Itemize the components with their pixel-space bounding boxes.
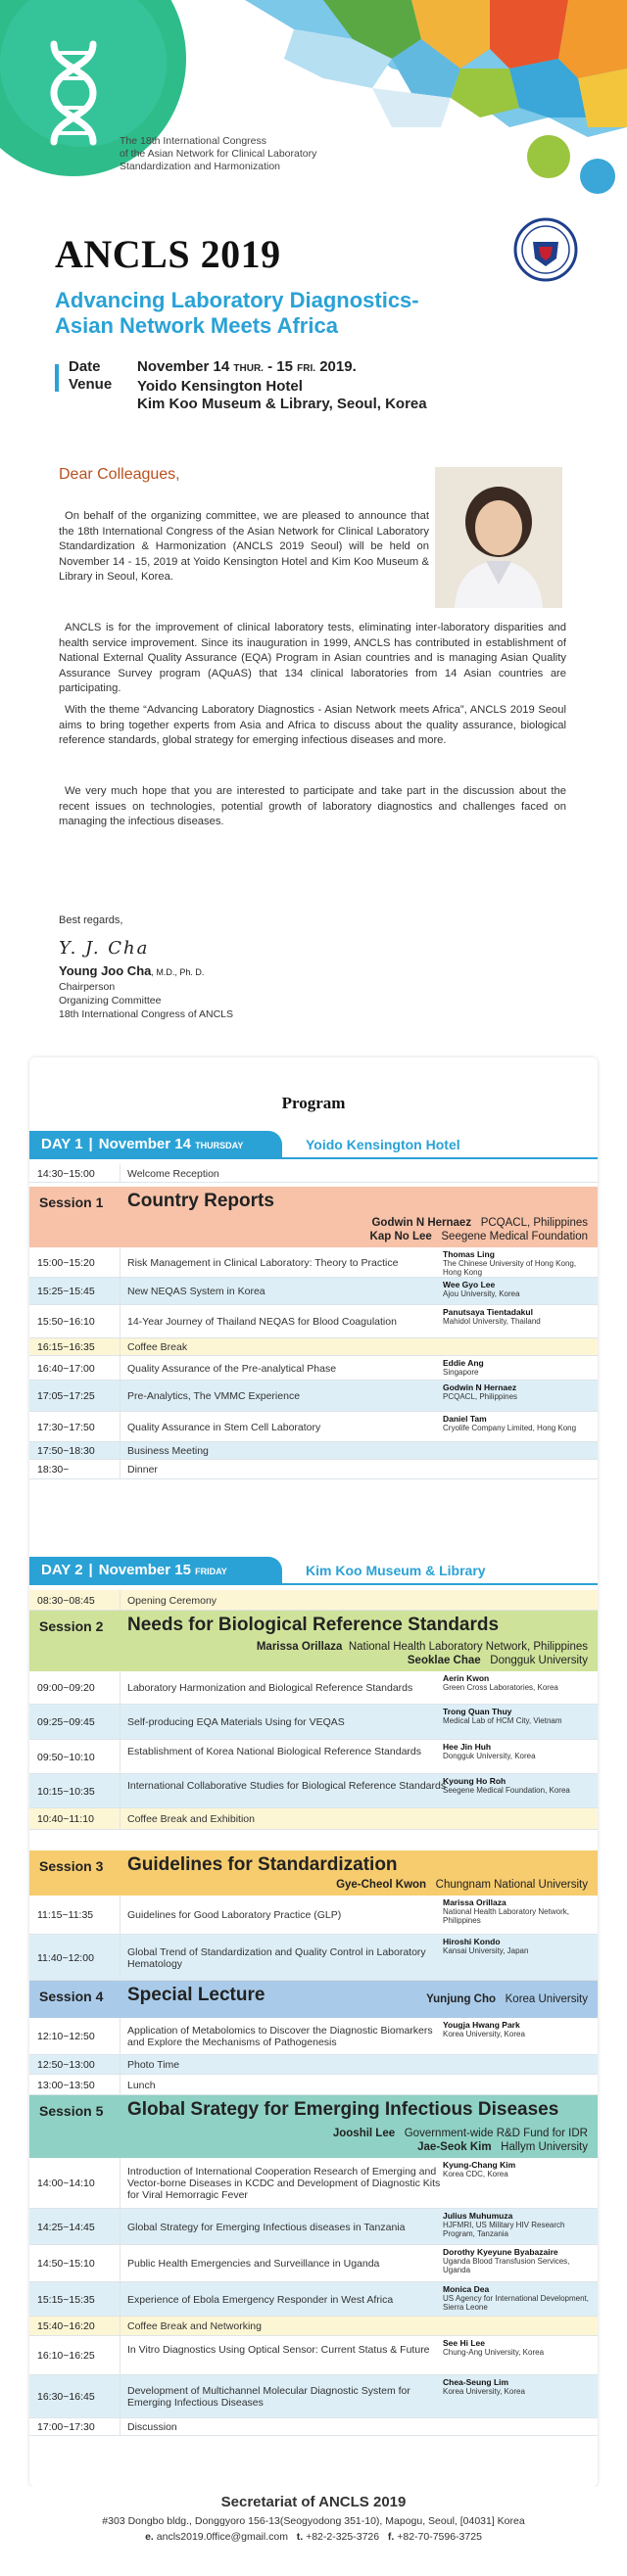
row-divider [120,2209,121,2244]
row-speaker [443,1898,596,1925]
speaker-name: Godwin N Hernaez [443,1382,517,1392]
row-time: 14:50~15:10 [37,2258,95,2270]
row-title: Global Strategy for Emerging Infectious diseases in Tanzania [127,2221,406,2233]
row-divider [120,2375,121,2417]
session2-title: Needs for Biological Reference Standards [127,1615,500,1635]
session3-chairs [336,1878,588,1892]
speaker-affiliation: Green Cross Laboratories, Korea [443,1683,558,1692]
fax-label: f. [387,2531,395,2543]
speaker-affiliation: Korea University, Korea [443,2030,525,2038]
row-divider [120,1164,121,1182]
row-divider [120,2418,121,2435]
signer-title-1: Chairperson [59,981,116,993]
session1-chair2 [370,1230,588,1243]
session3-title: Guidelines for Standardization [127,1854,398,1875]
subtitle-line-2: Asian Network Meets Africa [55,313,338,338]
row-time: 15:15~15:35 [37,2293,95,2306]
table-row [29,2158,598,2209]
speaker-affiliation: Cryolife Company Limited, Hong Kong [443,1424,577,1432]
speaker-affiliation: Medical Lab of HCM City, Vietnam [443,1716,562,1725]
row-time: 10:15~10:35 [37,1785,95,1798]
row-divider [120,1442,121,1459]
row-title: Experience of Ebola Emergency Responder in West Africa [127,2293,394,2306]
tel-label: t. [296,2531,304,2543]
row-title: Welcome Reception [127,1167,219,1180]
day2-weekday: FRIDAY [195,1567,227,1576]
speaker-affiliation: HJFMRI, US Military HIV Research Program, Tanzania [443,2221,565,2238]
session2-banner [29,1611,598,1671]
session1-chairs [370,1216,588,1243]
session2-chair1 [257,1640,588,1654]
venue-line-2: Kim Koo Museum & Library, Seoul, Korea [137,396,427,412]
header-banner [0,0,627,196]
row-divider [120,2245,121,2281]
row-title: Quality Assurance of the Pre-analytical Phase [127,1362,337,1375]
session1-chair2-org: Seegene Medical Foundation [441,1231,588,1242]
row-time: 11:15~11:35 [37,1909,94,1921]
letter-paragraph-4: We very much hope that you are interested to participate and take part in the discussion about the recent issues on technologies, potential growth of laboratory diagnostics and challenges faced on managing the infectious diseases. [59,785,566,827]
table-row [29,2418,598,2436]
table-row [29,1247,598,1278]
day1-weekday: THURSDAY [195,1141,244,1150]
row-time: 16:30~16:45 [37,2391,95,2403]
row-title: Development of Multichannel Molecular Diagnostic System for Emerging Infectious Diseases [127,2385,410,2409]
day1-label: DAY 1 [41,1136,83,1152]
row-divider [120,1460,121,1478]
speaker-name: See Hi Lee [443,2338,485,2348]
row-speaker [443,2285,596,2312]
day2-underline [29,1583,598,1585]
row-speaker [443,1415,596,1432]
speaker-affiliation: The Chinese University of Hong Kong, Hong Kong [443,1259,577,1277]
row-title: Guidelines for Good Laboratory Practice (GLP) [127,1909,342,1921]
session4-title: Special Lecture [127,1985,265,2005]
row-speaker [443,2248,596,2274]
row-title: Dinner [127,1464,158,1475]
letter-regards: Best regards, [59,914,123,926]
row-time: 16:15~16:35 [37,1341,95,1353]
table-row [29,2075,598,2095]
row-speaker [443,1308,596,1326]
speaker-affiliation: PCQACL, Philippines [443,1392,518,1401]
signer-titles [59,980,233,1021]
row-title: Global Trend of Standardization and Quality Control in Laboratory Hematology [127,1945,426,1970]
row-divider [120,1305,121,1337]
row-speaker [443,1743,596,1760]
row-divider [120,2336,121,2374]
row-title: Self-producing EQA Materials Using for VEQAS [127,1716,345,1728]
session4-chair1-name: Yunjung Cho [426,1993,497,2005]
row-title: Business Meeting [127,1445,209,1457]
row-speaker [443,2161,596,2178]
session3-label: Session 3 [39,1858,104,1874]
row-speaker [443,1938,596,1955]
row-title: Quality Assurance in Stem Cell Laboratory [127,1421,321,1433]
footer-fax: +82-70-7596-3725 [397,2531,482,2543]
row-speaker [443,1250,596,1277]
table-row [29,2018,598,2055]
session1-label: Session 1 [39,1194,104,1210]
row-title: New NEQAS System in Korea [127,1286,265,1297]
row-divider [120,1740,121,1773]
row-title: Risk Management in Clinical Laboratory: Theory to Practice [127,1256,399,1269]
session5-chair2-org: Hallym University [501,2141,588,2153]
congress-line-3: Standardization and Harmonization [120,161,281,172]
session1-title: Country Reports [127,1191,274,1211]
day2-venue: Kim Koo Museum & Library [306,1563,486,1578]
row-title: Public Health Emergencies and Surveillance in Uganda [127,2258,380,2270]
session5-chairs [333,2127,588,2154]
speaker-name: Panutsaya Tientadakul [443,1307,533,1317]
speaker-affiliation: Dongguk University, Korea [443,1752,536,1760]
table-row [29,1460,598,1479]
letter-paragraph-2: ANCLS is for the improvement of clinical laboratory tests, eliminating inter-laboratory disparities and health service improvement. Since its inauguration in 1999, ANCLS has contributed in establishment of National External Quality Assurance (EQA) Program in Asian countries and is managing Asian Quality Assurance Survey program (AQuAS) that 134 clinical laboratories from 14 Asian countries are participating. [59,622,566,694]
table-row [29,1164,598,1183]
row-title: Coffee Break [127,1341,188,1353]
event-date [137,358,427,378]
session2-chair2 [257,1654,588,1667]
row-title: Coffee Break and Exhibition [127,1813,255,1825]
signer-degree: , M.D., Ph. D. [151,967,205,977]
speaker-name: Yougja Hwang Park [443,2020,520,2030]
speaker-name: Monica Dea [443,2284,490,2294]
row-title: Laboratory Harmonization and Biological Reference Standards [127,1682,413,1694]
row-time: 15:40~16:20 [37,2320,95,2332]
day1-venue: Yoido Kensington Hotel [306,1137,460,1152]
row-time: 17:00~17:30 [37,2421,95,2433]
date-end-day: FRI. [297,363,316,374]
session5-banner [29,2095,598,2158]
date-sep: - 15 [263,358,293,375]
row-divider [120,2317,121,2335]
speaker-name: Wee Gyo Lee [443,1280,496,1289]
session3-chair1-org: Chungnam National University [435,1879,588,1891]
table-row [29,2317,598,2336]
session1-chair2-name: Kap No Lee [369,1231,432,1242]
table-row [29,1356,598,1381]
table-row [29,1381,598,1412]
dna-logo-icon [39,39,108,147]
speaker-name: Eddie Ang [443,1358,484,1368]
session5-label: Session 5 [39,2103,104,2119]
row-title: Introduction of International Cooperation Research of Emerging and Vector-borne Diseases in KCDC and Development of Diagnostic Kits for Viral Hemorragic Fever [127,2166,441,2201]
venue-line-1: Yoido Kensington Hotel [137,378,303,395]
day1-tab: DAY 1 | November 14 THURSDAY [29,1131,282,1158]
session5-title: Global Srategy for Emerging Infectious Diseases [127,2099,559,2120]
row-time: 18:30~ [37,1464,70,1475]
session4-label: Session 4 [39,1989,104,2004]
signer-name-line [59,963,204,978]
letter-greeting: Dear Colleagues, [59,466,180,483]
venue-label: Venue [69,376,113,393]
row-time: 13:00~13:50 [37,2079,95,2091]
speaker-affiliation: Uganda Blood Transfusion Services, Uganda [443,2257,570,2274]
row-time: 15:50~16:10 [37,1316,95,1328]
signer-title-3: 18th International Congress of ANCLS [59,1008,234,1020]
row-divider [120,1705,121,1739]
table-row [29,1305,598,1338]
row-time: 14:25~14:45 [37,2221,95,2233]
session3-chair1 [336,1878,588,1892]
row-title: Coffee Break and Networking [127,2320,262,2332]
speaker-affiliation: US Agency for International Development, Sierra Leone [443,2294,589,2312]
session2-chair1-name: Marissa Orillaza [256,1641,343,1653]
row-title: Opening Ceremony [127,1594,217,1607]
session2-label: Session 2 [39,1618,104,1634]
row-time: 09:25~09:45 [37,1716,95,1728]
session1-chair1-org: PCQACL, Philippines [480,1217,588,1229]
speaker-affiliation: Korea University, Korea [443,2387,525,2396]
row-title: Lunch [127,2079,156,2091]
row-title: Application of Metabolomics to Discover the Diagnostic Biomarkers and Explore the Mechanisms of Pathogenesis [127,2025,433,2048]
table-row [29,2209,598,2245]
row-divider [120,1671,121,1704]
session3-chair1-name: Gye-Cheol Kwon [336,1879,427,1891]
speaker-affiliation: Chung-Ang University, Korea [443,2348,545,2357]
congress-line-1: The 18th International Congress [120,135,267,147]
session4-chair1-org: Korea University [505,1993,588,2005]
page-title: ANCLS 2019 [55,232,281,276]
day2-label: DAY 2 [41,1562,83,1578]
session2-chairs [257,1640,588,1667]
row-time: 12:50~13:00 [37,2059,95,2071]
row-time: 15:25~15:45 [37,1286,95,1297]
ancls-seal-icon [513,217,578,282]
speaker-name: Hiroshi Kondo [443,1937,501,1946]
day2-tab: DAY 2 | November 15 FRIDAY [29,1557,282,1584]
row-time: 16:10~16:25 [37,2350,95,2362]
session2-chair2-name: Seoklae Chae [407,1655,481,1666]
session3-banner [29,1850,598,1896]
row-divider [120,1412,121,1441]
congress-line-2: of the Asian Network for Clinical Laboratory [120,148,317,160]
row-speaker [443,1383,596,1401]
row-speaker [443,2021,596,2038]
row-divider [120,1774,121,1807]
row-divider [120,1896,121,1934]
row-divider [120,1278,121,1304]
subtitle-line-1: Advancing Laboratory Diagnostics- [55,288,419,312]
session2-chair1-org: National Health Laboratory Network, Philippines [348,1641,588,1653]
signer-name: Young Joo Cha [59,963,152,978]
footer-title: Secretariat of ANCLS 2019 [220,2494,407,2510]
row-divider [120,1381,121,1411]
row-title: Discussion [127,2421,177,2433]
table-row [29,2336,598,2375]
session1-chair1-name: Godwin N Hernaez [371,1217,472,1229]
row-speaker [443,1281,596,1298]
table-row [29,1774,598,1808]
row-divider [120,2158,121,2208]
email-label: e. [145,2531,154,2543]
speaker-name: Hee Jin Huh [443,1742,492,1752]
session5-chair1-org: Government-wide R&D Fund for IDR [404,2128,588,2139]
session1-chair1 [370,1216,588,1230]
footer-email[interactable]: ancls2019.0ffice@gmail.com [156,2531,288,2543]
speaker-name: Chea-Seung Lim [443,2377,509,2387]
speaker-name: Dorothy Kyeyune Byabazaire [443,2247,558,2257]
row-time: 15:00~15:20 [37,1256,95,1269]
row-time: 14:00~14:10 [37,2178,95,2189]
row-time: 08:30~08:45 [37,1594,95,1607]
table-row [29,1935,598,1981]
table-row [29,1412,598,1442]
row-time: 09:00~09:20 [37,1682,95,1694]
day1-date: November 14 [98,1136,191,1152]
row-divider [120,1338,121,1355]
table-row [29,1705,598,1740]
table-row [29,1808,598,1830]
speaker-name: Trong Quan Thuy [443,1707,512,1716]
speaker-affiliation: Mahidol University, Thailand [443,1317,541,1326]
row-time: 10:40~11:10 [37,1813,94,1825]
table-row [29,2245,598,2282]
date-start: November 14 [137,358,230,375]
table-row [29,2055,598,2075]
day2-date: November 15 [98,1562,191,1578]
table-row [29,1278,598,1305]
row-speaker [443,2378,596,2396]
row-title: International Collaborative Studies for Biological Reference Standards [127,1779,447,1792]
day1-header [29,1131,598,1158]
row-divider [120,2018,121,2054]
speaker-name: Daniel Tam [443,1414,487,1424]
row-divider [120,1590,121,1610]
table-row [29,1590,598,1611]
speaker-name: Aerin Kwon [443,1673,490,1683]
row-divider [120,1808,121,1829]
page-subtitle [55,288,564,339]
row-title: 14-Year Journey of Thailand NEQAS for Blood Coagulation [127,1316,397,1328]
row-time: 14:30~15:00 [37,1167,95,1180]
row-time: 09:50~10:10 [37,1751,95,1763]
table-row [29,1442,598,1460]
row-speaker [443,2339,596,2357]
date-label: Date [69,358,101,375]
row-speaker [443,1777,596,1795]
row-speaker [443,1359,596,1377]
session5-chair1 [333,2127,588,2140]
row-divider [120,2055,121,2074]
letter-paragraph-1: On behalf of the organizing committee, we are pleased to announce that the 18th International Congress of the Asian Network for Clinical Laboratory Standardization & Harmonization (ANCLS 2019 Seoul) will be held on November 14 - 15, 2019 at Yoido Kensington Hotel and Kim Koo Museum & Library in Seoul, Korea. [59,510,429,583]
speaker-affiliation: Ajou University, Korea [443,1289,520,1298]
table-row [29,1671,598,1705]
chairperson-photo [435,467,562,608]
speaker-affiliation: Korea CDC, Korea [443,2170,508,2178]
program-heading: Program [281,1094,346,1112]
row-title: Pre-Analytics, The VMMC Experience [127,1390,301,1402]
date-venue-values [137,358,427,413]
speaker-name: Julius Muhumuza [443,2211,513,2221]
table-row [29,2375,598,2418]
day2-header [29,1557,598,1584]
date-venue-labels [69,358,112,394]
row-divider [120,1935,121,1980]
speaker-affiliation: Seegene Medical Foundation, Korea [443,1786,570,1795]
row-divider [120,2075,121,2094]
row-time: 17:50~18:30 [37,1445,95,1457]
speaker-affiliation: Singapore [443,1368,479,1377]
session2-chair2-org: Dongguk University [490,1655,588,1666]
row-title: Establishment of Korea National Biological Reference Standards [127,1745,422,1757]
row-speaker [443,1708,596,1725]
session5-chair1-name: Jooshil Lee [332,2128,396,2139]
row-speaker [443,2212,596,2238]
row-time: 16:40~17:00 [37,1362,95,1375]
row-divider [120,1247,121,1277]
speaker-name: Marissa Orillaza [443,1897,506,1907]
speaker-name: Kyung-Chang Kim [443,2160,516,2170]
speaker-affiliation: Kansai University, Japan [443,1946,529,1955]
date-start-day: THUR. [233,363,264,374]
session4-chair1 [426,1992,588,2006]
date-accent-bar [55,364,59,392]
session1-banner [29,1187,598,1247]
table-row [29,1896,598,1935]
row-divider [120,2282,121,2316]
footer-tel: +82-2-325-3726 [306,2531,380,2543]
speaker-name: Kyoung Ho Roh [443,1776,506,1786]
row-time: 17:05~17:25 [37,1390,95,1402]
congress-description [120,135,355,173]
letter-paragraph-3: With the theme “Advancing Laboratory Diagnostics - Asian Network meets Africa”, ANCLS 2019 Seoul aims to bring together experts from Asia and Africa to discuss about the quality assurance, biological reference standards, global strategy for emerging infectious diseases and more. [59,704,566,746]
row-time: 11:40~12:00 [37,1951,94,1964]
speaker-name: Thomas Ling [443,1249,495,1259]
footer-contact [0,2531,627,2543]
session5-chair2 [333,2140,588,2154]
table-row [29,1338,598,1356]
row-time: 17:30~17:50 [37,1421,95,1433]
date-year: 2019. [315,358,357,375]
session5-chair2-name: Jae-Seok Kim [417,2141,492,2153]
footer-address: #303 Dongbo bldg., Donggyoro 156-13(Seogyodong 351-10), Mapogu, Seoul, [04031] Korea [102,2515,525,2527]
session4-chairs [426,1992,588,2006]
speaker-affiliation: National Health Laboratory Network, Philippines [443,1907,569,1925]
row-divider [120,1356,121,1380]
row-time: 12:10~12:50 [37,2031,95,2042]
session4-banner [29,1981,598,2018]
table-row [29,2282,598,2317]
day1-underline [29,1157,598,1159]
row-title: In Vitro Diagnostics Using Optical Sensor: Current Status & Future [127,2344,430,2356]
signer-title-2: Organizing Committee [59,995,162,1007]
row-title: Photo Time [127,2059,180,2071]
row-speaker [443,1674,596,1692]
signature: Y. J. Cha [59,938,150,959]
table-row [29,1740,598,1774]
